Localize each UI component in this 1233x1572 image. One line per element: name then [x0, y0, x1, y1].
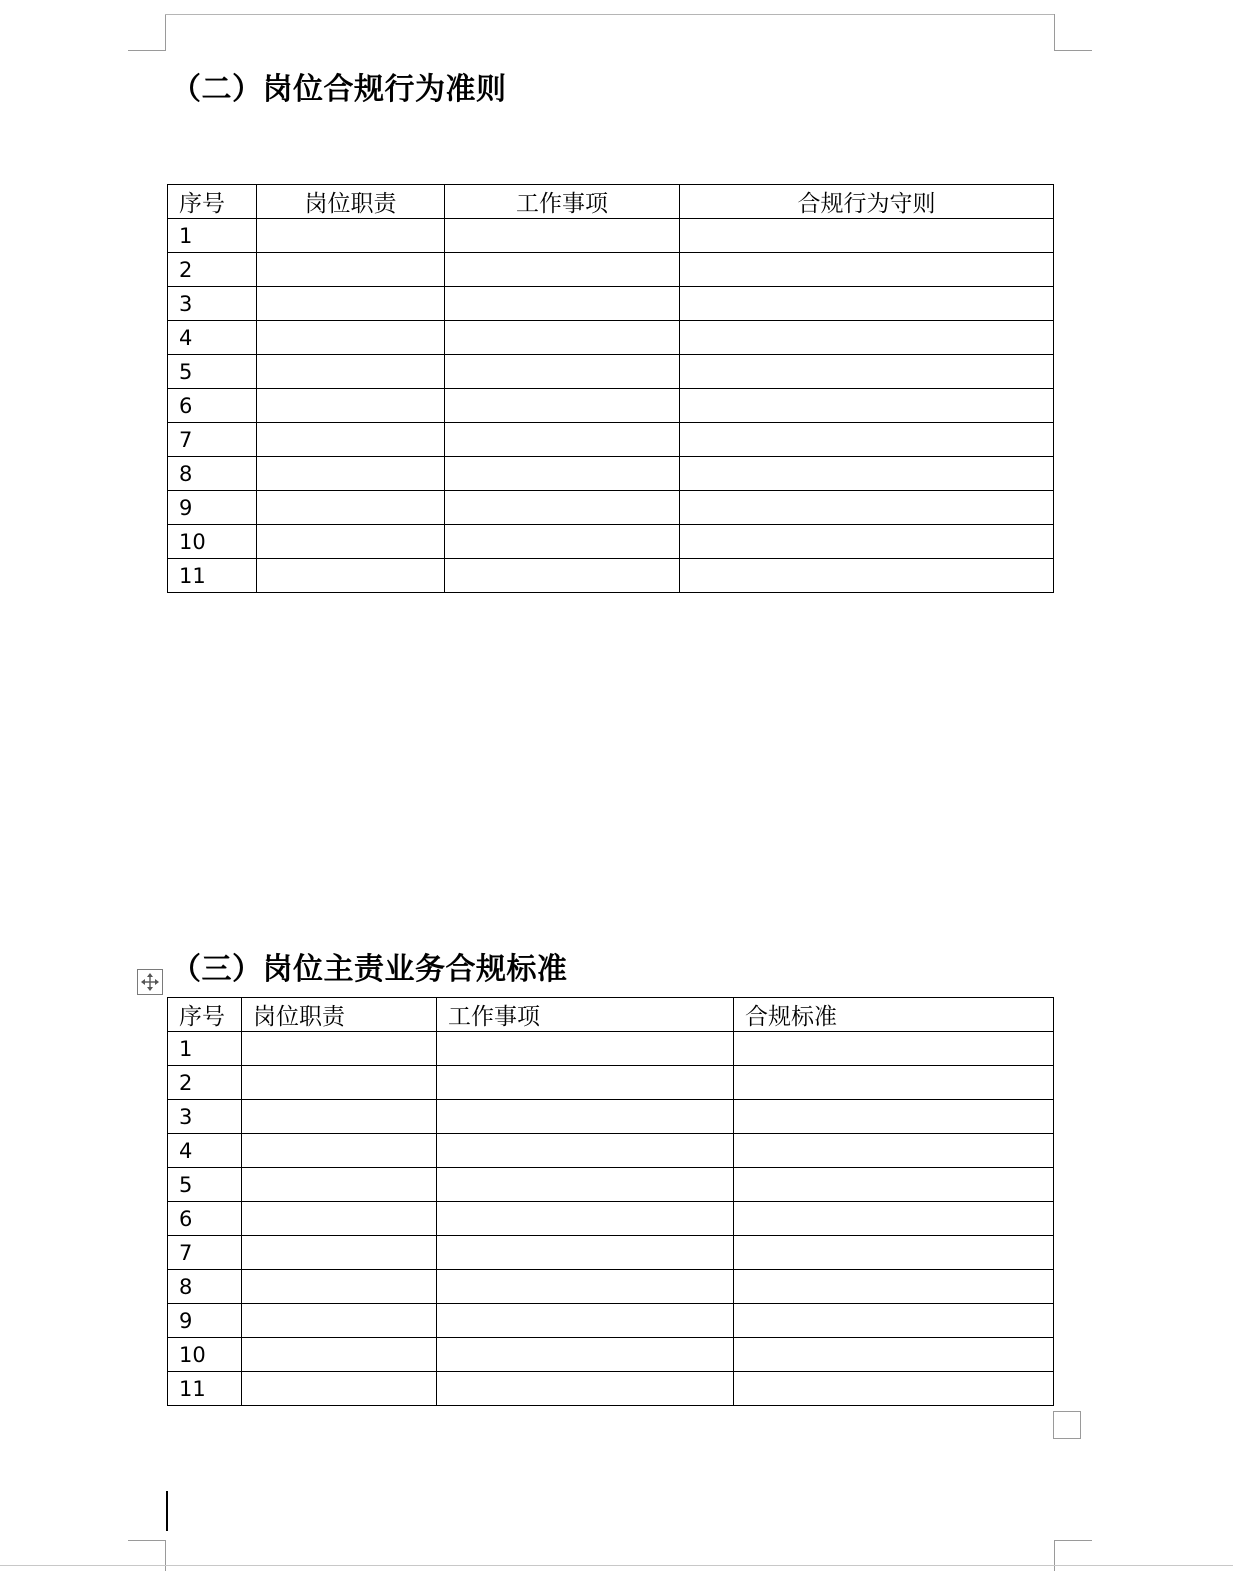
row-index-cell[interactable]: 8	[168, 457, 257, 491]
table-row	[168, 1372, 1054, 1406]
row-index-cell[interactable]: 3	[168, 287, 257, 321]
table-row	[168, 1304, 1054, 1338]
conduct-rules-table[interactable]	[167, 184, 1054, 593]
duty-cell[interactable]	[257, 491, 445, 525]
table-row	[168, 1168, 1054, 1202]
work-item-cell[interactable]	[437, 1236, 734, 1270]
rule-cell[interactable]	[680, 389, 1054, 423]
compliance-standards-table[interactable]	[167, 997, 1054, 1406]
work-item-cell[interactable]	[437, 1372, 734, 1406]
rule-cell[interactable]	[680, 287, 1054, 321]
text-cursor	[166, 1491, 168, 1531]
duty-cell[interactable]	[257, 457, 445, 491]
header-cell-index[interactable]: 序号	[168, 185, 257, 219]
row-index-cell[interactable]: 1	[168, 219, 257, 253]
duty-cell[interactable]	[242, 1304, 437, 1338]
work-item-cell[interactable]	[445, 253, 680, 287]
header-cell-conduct-rule[interactable]: 合规行为守则	[680, 185, 1054, 219]
table-row	[168, 1338, 1054, 1372]
move-arrows-icon	[140, 972, 160, 992]
duty-cell[interactable]	[257, 559, 445, 593]
table-row	[168, 1032, 1054, 1066]
table-row	[168, 321, 1054, 355]
table-row	[168, 219, 1054, 253]
work-item-cell[interactable]	[437, 1270, 734, 1304]
rule-cell[interactable]	[680, 219, 1054, 253]
table-row	[168, 559, 1054, 593]
table-row	[168, 1202, 1054, 1236]
row-index-cell[interactable]: 6	[168, 1202, 242, 1236]
duty-cell[interactable]	[242, 1032, 437, 1066]
rule-cell[interactable]	[734, 1100, 1054, 1134]
rule-cell[interactable]	[680, 253, 1054, 287]
row-index-cell[interactable]: 5	[168, 355, 257, 389]
rule-cell[interactable]	[680, 559, 1054, 593]
duty-cell[interactable]	[242, 1270, 437, 1304]
rule-cell[interactable]	[734, 1134, 1054, 1168]
duty-cell[interactable]	[242, 1168, 437, 1202]
margin-mark-top-right	[1054, 14, 1092, 51]
duty-cell[interactable]	[257, 389, 445, 423]
work-item-cell[interactable]	[445, 219, 680, 253]
row-index-cell[interactable]: 4	[168, 1134, 242, 1168]
work-item-cell[interactable]	[445, 457, 680, 491]
table-row	[168, 253, 1054, 287]
section-title-compliance-standards: （三）岗位主责业务合规标准	[171, 952, 568, 987]
table-row	[168, 423, 1054, 457]
row-index-cell[interactable]: 11	[168, 1372, 242, 1406]
table-row	[168, 355, 1054, 389]
table-row	[168, 525, 1054, 559]
row-index-cell[interactable]: 2	[168, 1066, 242, 1100]
table-row	[168, 1270, 1054, 1304]
duty-cell[interactable]	[242, 1338, 437, 1372]
row-index-cell[interactable]: 10	[168, 525, 257, 559]
table-move-handle[interactable]	[137, 969, 163, 995]
work-item-cell[interactable]	[445, 491, 680, 525]
duty-cell[interactable]	[257, 321, 445, 355]
duty-cell[interactable]	[257, 423, 445, 457]
rule-cell[interactable]	[680, 423, 1054, 457]
work-item-cell[interactable]	[437, 1100, 734, 1134]
duty-cell[interactable]	[242, 1202, 437, 1236]
duty-cell[interactable]	[242, 1100, 437, 1134]
work-item-cell[interactable]	[445, 559, 680, 593]
table-header-row	[168, 185, 1054, 219]
section-title-conduct-rules: （二）岗位合规行为准则	[171, 72, 507, 107]
table-row	[168, 1100, 1054, 1134]
rule-cell[interactable]	[734, 1032, 1054, 1066]
row-index-cell[interactable]: 6	[168, 389, 257, 423]
rule-cell[interactable]	[680, 525, 1054, 559]
duty-cell[interactable]	[257, 355, 445, 389]
duty-cell[interactable]	[257, 525, 445, 559]
table-header-row	[168, 998, 1054, 1032]
rule-cell[interactable]	[734, 1202, 1054, 1236]
header-cell-work-item[interactable]: 工作事项	[445, 185, 680, 219]
row-index-cell[interactable]: 4	[168, 321, 257, 355]
duty-cell[interactable]	[257, 287, 445, 321]
duty-cell[interactable]	[257, 219, 445, 253]
table-row	[168, 491, 1054, 525]
row-index-cell[interactable]: 7	[168, 1236, 242, 1270]
table-row	[168, 287, 1054, 321]
rule-cell[interactable]	[680, 457, 1054, 491]
resize-square-icon[interactable]	[1053, 1411, 1081, 1439]
rule-cell[interactable]	[734, 1338, 1054, 1372]
margin-mark-top-left	[128, 14, 166, 51]
work-item-cell[interactable]	[445, 389, 680, 423]
work-item-cell[interactable]	[437, 1202, 734, 1236]
row-index-cell[interactable]: 3	[168, 1100, 242, 1134]
work-item-cell[interactable]	[437, 1304, 734, 1338]
rule-cell[interactable]	[680, 491, 1054, 525]
work-item-cell[interactable]	[445, 525, 680, 559]
work-item-cell[interactable]	[445, 423, 680, 457]
rule-cell[interactable]	[734, 1168, 1054, 1202]
header-cell-standard[interactable]: 合规标准	[734, 998, 1054, 1032]
duty-cell[interactable]	[242, 1066, 437, 1100]
work-item-cell[interactable]	[445, 355, 680, 389]
rule-cell[interactable]	[680, 321, 1054, 355]
rule-cell[interactable]	[734, 1372, 1054, 1406]
work-item-cell[interactable]	[445, 287, 680, 321]
rule-cell[interactable]	[680, 355, 1054, 389]
row-index-cell[interactable]: 7	[168, 423, 257, 457]
header-cell-duty[interactable]: 岗位职责	[257, 185, 445, 219]
table-row	[168, 1066, 1054, 1100]
rule-cell[interactable]	[734, 1236, 1054, 1270]
row-index-cell[interactable]: 9	[168, 1304, 242, 1338]
rule-cell[interactable]	[734, 1066, 1054, 1100]
row-index-cell[interactable]: 11	[168, 559, 257, 593]
work-item-cell[interactable]	[437, 1066, 734, 1100]
row-index-cell[interactable]: 10	[168, 1338, 242, 1372]
conduct-rules-body	[168, 219, 1054, 593]
row-index-cell[interactable]: 5	[168, 1168, 242, 1202]
table-row	[168, 1134, 1054, 1168]
work-item-cell[interactable]	[437, 1032, 734, 1066]
work-item-cell[interactable]	[445, 321, 680, 355]
work-item-cell[interactable]	[437, 1134, 734, 1168]
row-index-cell[interactable]: 9	[168, 491, 257, 525]
rule-cell[interactable]	[734, 1270, 1054, 1304]
margin-mark-bottom-right	[1054, 1540, 1092, 1571]
rule-cell[interactable]	[734, 1304, 1054, 1338]
header-cell-index[interactable]: 序号	[168, 998, 242, 1032]
duty-cell[interactable]	[257, 253, 445, 287]
table-row	[168, 457, 1054, 491]
table-row	[168, 1236, 1054, 1270]
header-cell-work-item[interactable]: 工作事项	[437, 998, 734, 1032]
compliance-standards-body	[168, 1032, 1054, 1406]
text-boundary-top	[165, 14, 1054, 15]
row-index-cell[interactable]: 2	[168, 253, 257, 287]
row-index-cell[interactable]: 1	[168, 1032, 242, 1066]
duty-cell[interactable]	[242, 1134, 437, 1168]
work-item-cell[interactable]	[437, 1338, 734, 1372]
margin-mark-bottom-left	[128, 1540, 166, 1571]
duty-cell[interactable]	[242, 1372, 437, 1406]
header-cell-duty[interactable]: 岗位职责	[242, 998, 437, 1032]
work-item-cell[interactable]	[437, 1168, 734, 1202]
table-row	[168, 389, 1054, 423]
row-index-cell[interactable]: 8	[168, 1270, 242, 1304]
page-bottom-edge	[0, 1565, 1233, 1566]
duty-cell[interactable]	[242, 1236, 437, 1270]
